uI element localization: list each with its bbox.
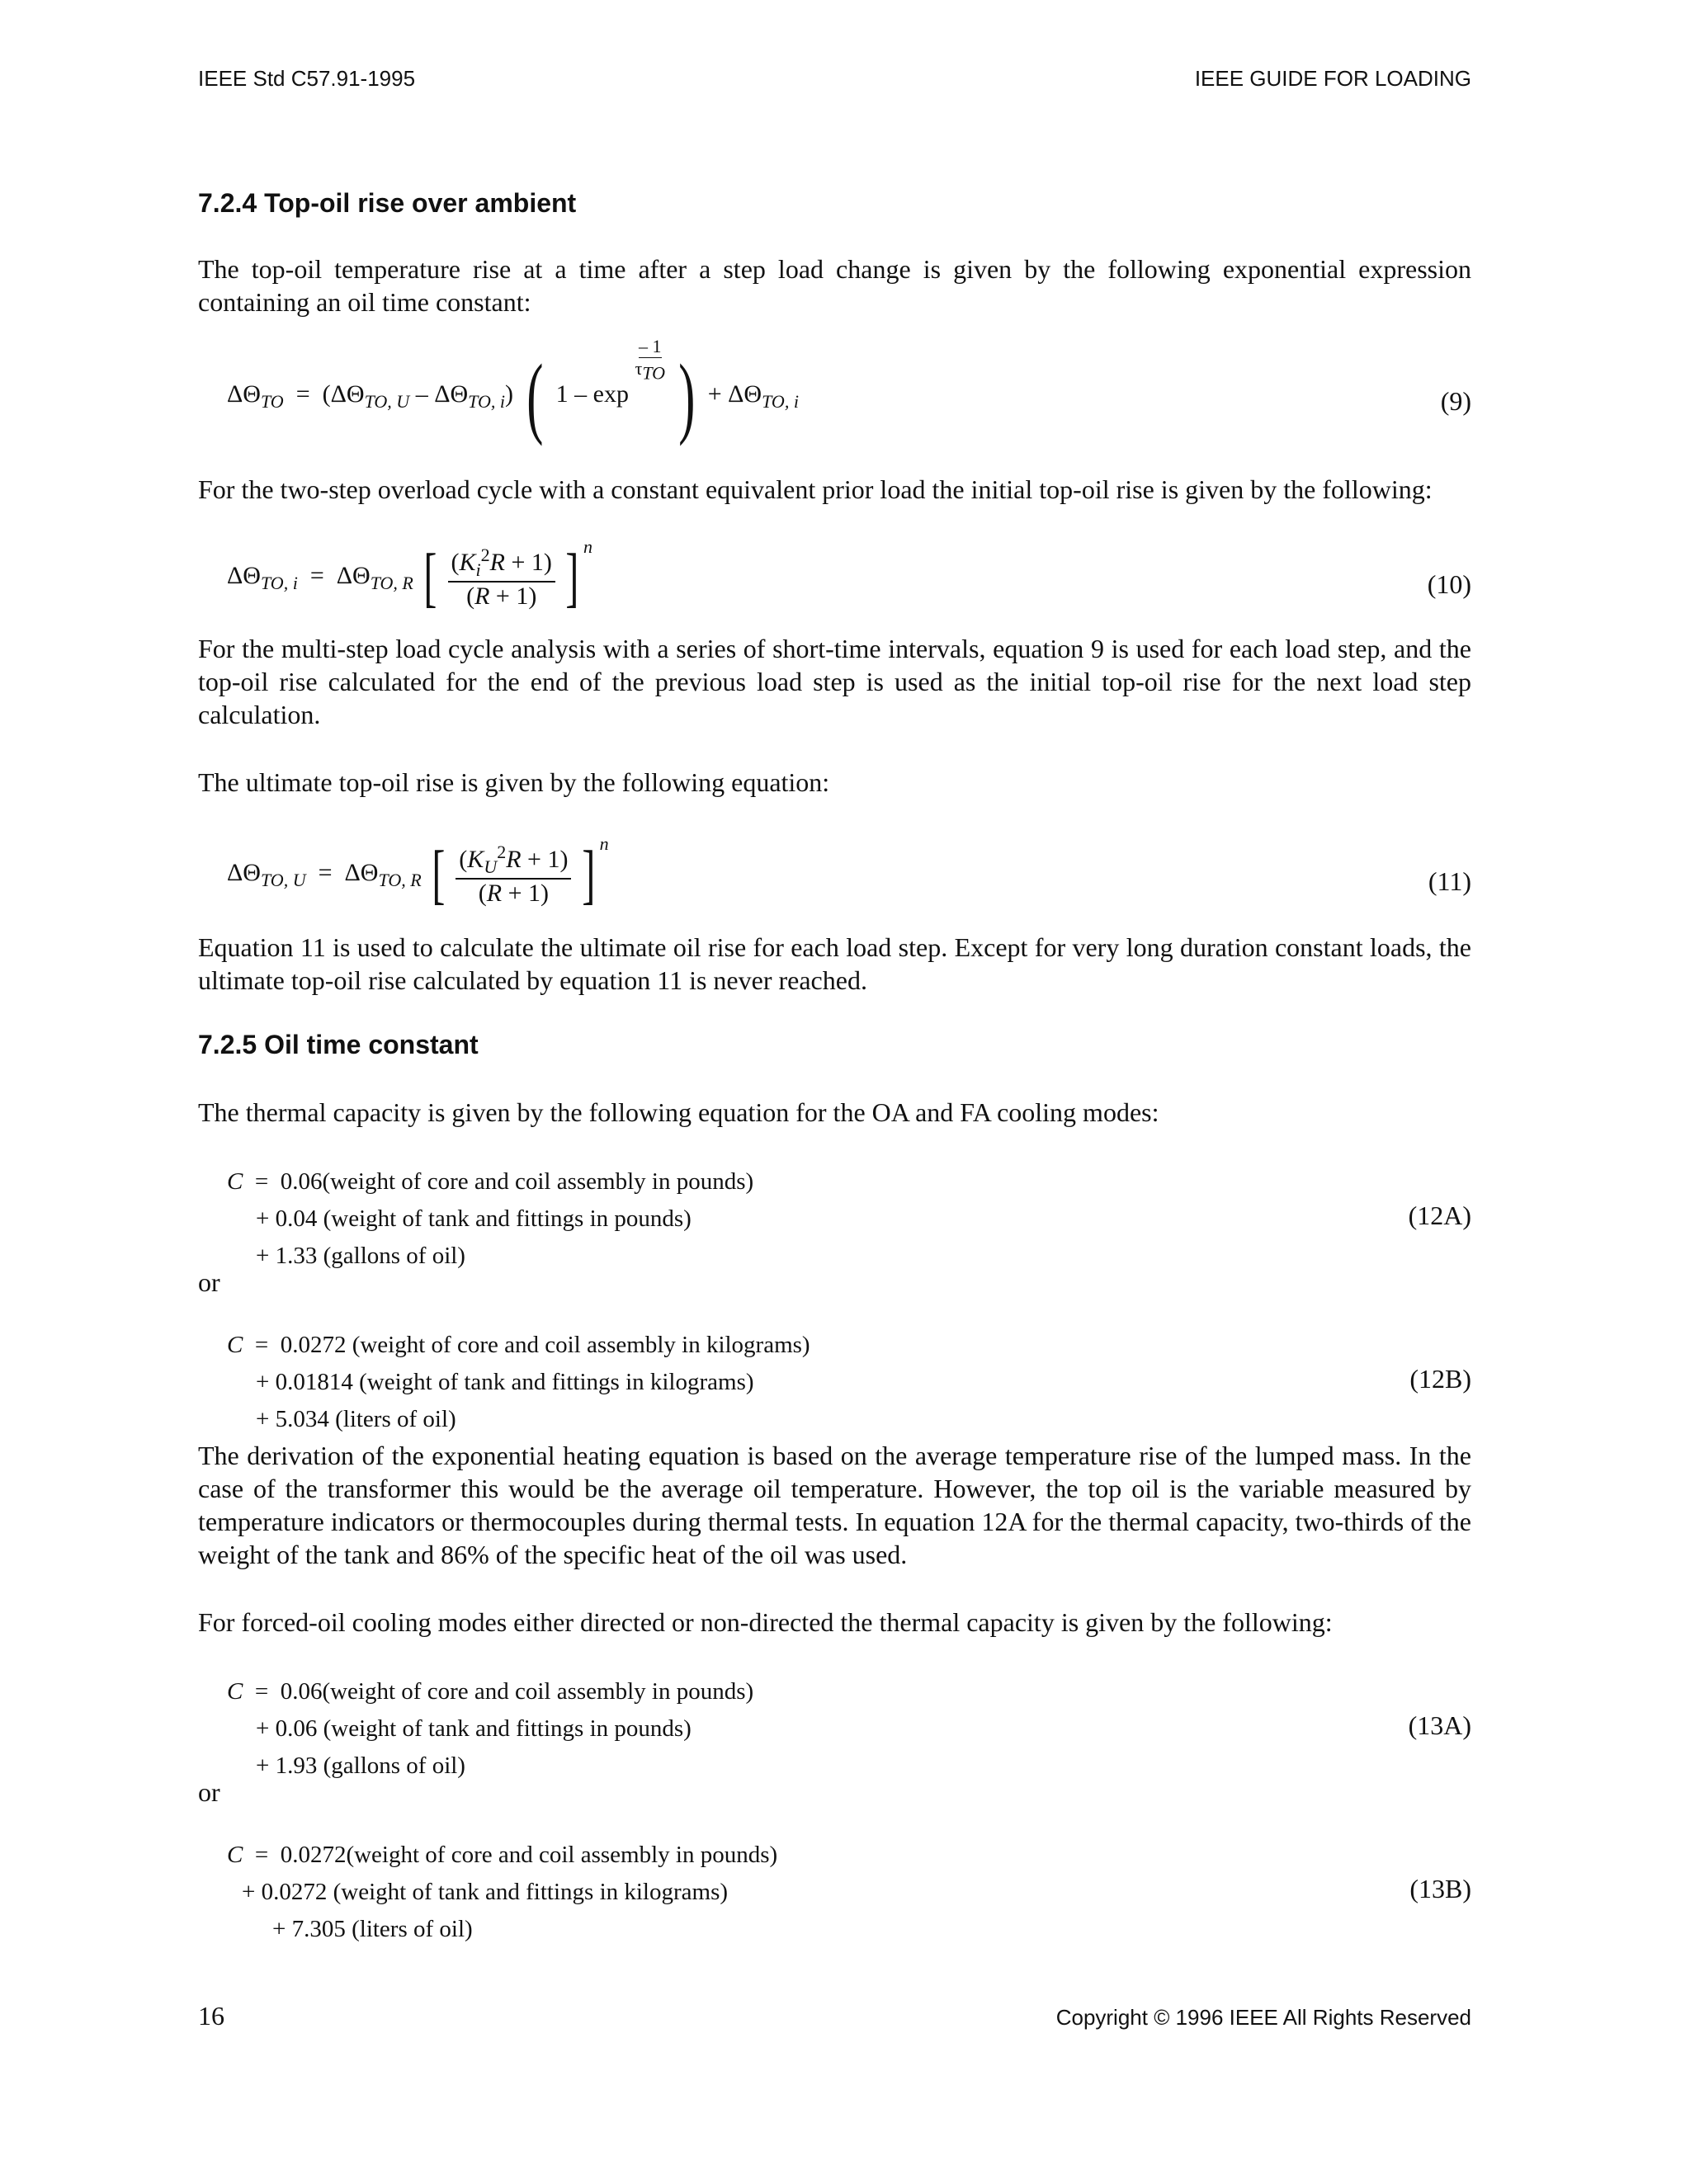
paragraph-eq11-use: Equation 11 is used to calculate the ultimate oil rise for each load step. Except for very long duration constant loads, the ultimate top-oil rise calculated by equation 11 is never reached. <box>198 932 1471 995</box>
eq12a-line1: 0.06(weight of core and coil assembly in pounds) <box>280 1168 754 1195</box>
equation-number-12b: (12B) <box>1409 1364 1471 1394</box>
eq12b-line2: + 0.01814 (weight of tank and fittings in kilograms) <box>256 1369 754 1395</box>
or-connector-2: or <box>198 1777 220 1807</box>
eq13b-line3: + 7.305 (liters of oil) <box>272 1916 473 1942</box>
paragraph-multi-step: For the multi-step load cycle analysis with a series of short-time intervals, equation 9 is used for each load step, and the top-oil rise calculated for the end of the previous load step is used as the initial top-oil rise for the next load step calculation. <box>198 634 1471 729</box>
section-heading-7-2-4: 7.2.4 Top-oil rise over ambient <box>198 188 577 218</box>
eq13a-line3: + 1.93 (gallons of oil) <box>256 1752 465 1779</box>
running-header-right: IEEE GUIDE FOR LOADING <box>1194 66 1471 91</box>
equation-13b: C = 0.0272(weight of core and coil assembly in pounds) + 0.0272 (weight of tank and fittings in kilograms) + 7.305 (liters of oil) <box>227 1837 777 1948</box>
paragraph-derivation: The derivation of the exponential heating equation is based on the average temperature rise of the lumped mass. In the case of the transformer this would be the average oil temperature. However, the top oil is the variable measured by temperature indicators or thermocouples during thermal tests. In equation 12A for the thermal capacity, two-thirds of the weight of the tank and 86% of the specific heat of the oil was used. <box>198 1441 1471 1569</box>
eq13b-line2: + 0.0272 (weight of tank and fittings in kilograms) <box>242 1879 729 1905</box>
section-heading-7-2-5: 7.2.5 Oil time constant <box>198 1030 479 1059</box>
running-header-left: IEEE Std C57.91-1995 <box>198 66 416 91</box>
equation-12b: C = 0.0272 (weight of core and coil assembly in kilograms) + 0.01814 (weight of tank and fittings in kilograms) + 5.034 (liters of oil) <box>227 1327 810 1438</box>
copyright-notice: Copyright © 1996 IEEE All Rights Reserved <box>1055 2005 1471 2030</box>
paragraph-two-step: For the two-step overload cycle with a constant equivalent prior load the initial top-oil rise is given by the following: <box>198 474 1433 504</box>
page-number: 16 <box>198 2001 224 2031</box>
paragraph-ultimate: The ultimate top-oil rise is given by the following equation: <box>198 767 830 797</box>
equation-13a: C = 0.06(weight of core and coil assembly in pounds) + 0.06 (weight of tank and fittings in pounds) + 1.93 (gallons of oil) <box>227 1673 753 1785</box>
or-connector-1: or <box>198 1267 220 1297</box>
equation-number-9: (9) <box>1440 386 1471 416</box>
eq12a-line2: + 0.04 (weight of tank and fittings in pounds) <box>256 1205 692 1232</box>
equation-number-13a: (13A) <box>1408 1710 1471 1740</box>
eq12b-line1: 0.0272 (weight of core and coil assembly in kilograms) <box>280 1332 810 1358</box>
eq13a-line2: + 0.06 (weight of tank and fittings in pounds) <box>256 1715 692 1742</box>
paragraph-thermal-capacity: The thermal capacity is given by the following equation for the OA and FA cooling modes: <box>198 1097 1159 1127</box>
equation-9: $\Delta\Theta_{TO} = (\Delta\Theta_{TO, U} - \Delta\Theta_{TO, i})$ ( 1 – exp – 1 $\tau_{TO}$ ) + $\Delta\Theta_{TO, i}$ <box>227 336 799 446</box>
paragraph-intro: The top-oil temperature rise at a time after a step load change is given by the following exponential expression containing an oil time constant: <box>198 254 1471 317</box>
equation-number-13b: (13B) <box>1409 1874 1471 1903</box>
equation-11: $\Delta\Theta_{TO, U} = \Delta\Theta_{TO, R}$ [ $\frac{(K_U^2R + 1)}{(R + 1)}$ ] $^n$ <box>227 833 609 911</box>
equation-12a: C = 0.06(weight of core and coil assembly in pounds) + 0.04 (weight of tank and fittings in pounds) + 1.33 (gallons of oil) <box>227 1163 753 1275</box>
equation-number-10: (10) <box>1427 569 1471 599</box>
eq12b-line3: + 5.034 (liters of oil) <box>256 1406 456 1432</box>
eq13b-line1: 0.0272(weight of core and coil assembly in pounds) <box>280 1842 778 1868</box>
equation-10: $\Delta\Theta_{TO, i} = \Delta\Theta_{TO, R}$ [ $\frac{(K_i^2R + 1)}{(R + 1)}$ ] $^n$ <box>227 536 593 614</box>
eq13a-line1: 0.06(weight of core and coil assembly in pounds) <box>280 1678 754 1705</box>
equation-number-11: (11) <box>1428 866 1471 896</box>
equation-number-12a: (12A) <box>1408 1200 1471 1230</box>
paragraph-forced-oil: For forced-oil cooling modes either directed or non-directed the thermal capacity is given by the following: <box>198 1607 1333 1637</box>
eq12a-line3: + 1.33 (gallons of oil) <box>256 1243 465 1269</box>
